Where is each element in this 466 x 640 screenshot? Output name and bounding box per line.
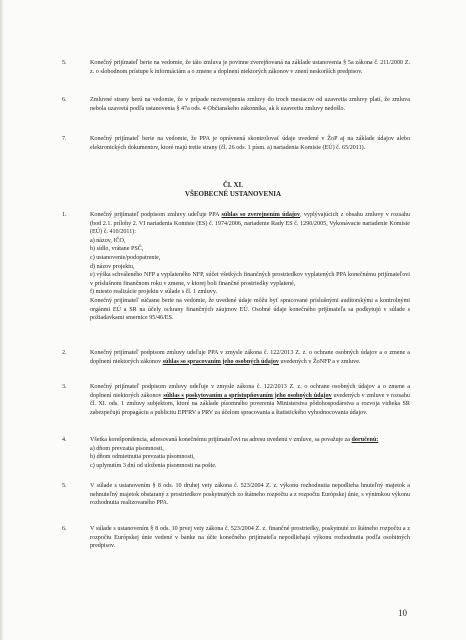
scan-edge-shadow — [0, 0, 4, 640]
paragraph-text-cont: uvedených v zmluve v rozsahu čl. XI. ods. 1 zmluvy subjektom, ktoré na základe písomného poverenia Ministerstva pôdohospodárstva a rozvoja vidieka SR zabezpečujú propagáciu a publicitu EPFRV a PRV za účelom spracovania a štatistického vyhodnocovania údajov. — [90, 392, 410, 416]
page-number: 10 — [398, 608, 407, 618]
paragraph-text: Konečný prijímateľ podpisom zmluvy udeľuje PPA v zmysle zákona č. 122/2013 Z. z. o ochrane osobných údajov a o zmene a doplnení niektorých zákonov — [90, 350, 410, 365]
consent-phrase: súhlas so zverejnením údajov — [221, 212, 301, 218]
list-item: a) dňom prevzatia písomnosti, — [90, 445, 164, 452]
article-title: VŠEOBECNÉ USTANOVENIA — [184, 190, 282, 198]
article-number: Čl. XI. — [222, 181, 244, 189]
paragraph-number: 2. — [62, 350, 67, 356]
paragraph-body — [90, 349, 410, 366]
list-item: a) názov, IČO, — [90, 237, 126, 244]
item-number: 6. — [62, 97, 67, 103]
consent-phrase: súhlas s poskytovaním a sprístupňovaním jeho osobných údajov — [163, 392, 332, 399]
paragraph-body — [90, 211, 410, 323]
paragraph-number: 5. — [62, 483, 67, 489]
delivered-phrase: doručenú: — [351, 437, 379, 443]
paragraph-closing: Konečný prijímateľ súčasne berie na vedomie, že uvedené údaje môžu byť spracované príslušnými audítorskými a kontrolnými orgánmi EÚ a SR na účely ochrany finančných záujmov EÚ. Osobné údaje konečného prijímateľa sa podkytujú v súlade s požiadavkami smernice 95/46/ES. — [90, 297, 410, 322]
item-text: Konečný prijímateľ berie na vedomie, že PPA je oprávnená skontrolovať údaje uvedené v ŽoP aj na základe údajov alebo elektronických dokumentov, ktoré majú tretie strany (čl. 26 ods. 1 písm. a) nariadenia Komisie (EÚ) č. 65/2011). — [90, 136, 410, 151]
intro-text: Konečný prijímateľ podpisom zmluvy udeľuje PPA — [90, 212, 222, 218]
item-number: 7. — [62, 136, 67, 142]
item-text: Zmluvné strany berú na vedomie, že v prípade nezverejnenia zmluvy do troch mesiacov od uzavretia zmluvy platí, že zmluva nebola uzavretá podľa ustanovenia § 47a ods. 4 Občianskeho zákonníka, ak k uzavretiu zmluvy nedošlo. — [90, 97, 410, 112]
list-item: b) sídlo, vrátane PSČ, — [90, 246, 144, 253]
paragraph-body — [90, 383, 410, 417]
paragraph-number: 4. — [62, 437, 67, 443]
item-number: 5. — [62, 60, 67, 66]
list-item: b) dňom odmietnutia prevzatia písomnosti, — [90, 454, 195, 461]
paragraph-body — [90, 436, 410, 470]
paragraph-text: Všetka korešpondencia, adresovaná konečnému prijímateľovi na adresu uvedenú v zmluve, sa považuje za — [90, 437, 352, 443]
paragraph-body: V súlade s ustanovením § 8 ods. 10 druhej vety zákona č. 523/2004 Z. z. výkonu rozhodnutia nepodlieha hnuteľný majetok a nehnuteľný majetok obstaraný z prostriedkov poskytnutých zo štátneho rozpočtu a z rozpočtu Európskej únie, s výnimkou výkonu rozhodnutia realizovaného PPA. — [90, 483, 410, 507]
paragraph-number: 3. — [62, 384, 67, 390]
list-item: d) názov projektu, — [90, 263, 135, 270]
consent-phrase: súhlas so spracovaním jeho osobných údajov — [162, 358, 279, 365]
list-item: c) ustanovenie/podopatrenie, — [90, 254, 161, 261]
item-text: Konečný prijímateľ berie na vedomie, že táto zmluva je povinne zverejňovaná na základe ustanovenia § 5a zákona č. 211/2000 Z. z. o slobodnom prístupe k informáciám a o zmene a doplnení niektorých zákonov v znení neskorších predpisov. — [90, 60, 410, 75]
intro-text-cont: , vyplývajúcich z obsahu zmluvy v rozsahu (bod 2.1. prílohy 2. VI nariadenia Komisie (ES) č. 1974/2006, nariadenie Rady ES č. 1290/2005, Vykonávacie nariadenie Komisie (EÚ) č. 410/2011): — [90, 212, 411, 236]
list-item: e) výška schváleného NFP a vyplateného NFP, súčet všetkých finančných prostriedkov vyplatených PPA konečnému prijímateľovi v príslušnom finančnom roku v zmene, v ktorej boli finančné prostriedky vyplatené, — [90, 272, 410, 287]
paragraph-text: Konečný prijímateľ podpisom zmluvy udeľuje v zmysle zákona č. 122/2013 Z. z. o ochrane osobných údajov a o zmene a doplnení niektorých zákonov — [90, 384, 410, 399]
paragraph-body: V súlade s ustanovením § 8 ods. 10 prvej vety zákona č. 523/2004 Z. z. finančné prostriedky, poskytnuté zo štátneho rozpočtu a z rozpočtu Európskej únie vedené v banke na účte konečného prijímateľa nepodliehajú výkonu rozhodnutia podľa osobitných predpisov. — [90, 526, 410, 550]
paragraph-text-cont: uvedených v ŽoNFP a v zmluve. — [278, 358, 361, 365]
paragraph-number: 6. — [62, 526, 67, 532]
paragraph-intro — [90, 211, 410, 237]
list-item: f) miesto realizácie projektu v súlade s čl. 1 zmluvy. — [90, 289, 218, 296]
list-item: c) uplynutím 3 dní od uloženia písomnosti na pošte. — [90, 462, 217, 469]
paragraph-number: 1. — [62, 212, 67, 218]
